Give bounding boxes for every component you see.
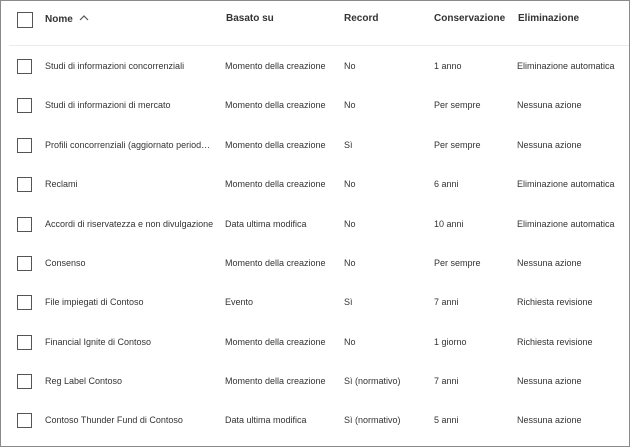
cell-conservazione: 1 anno bbox=[434, 61, 462, 71]
row-checkbox[interactable] bbox=[17, 217, 32, 232]
cell-basato-su: Momento della creazione bbox=[225, 179, 326, 189]
table-row[interactable] bbox=[1, 205, 629, 244]
cell-nome: Reclami bbox=[45, 179, 78, 189]
table-row[interactable] bbox=[1, 126, 629, 165]
cell-conservazione: Per sempre bbox=[434, 258, 481, 268]
column-header-nome[interactable] bbox=[45, 13, 89, 25]
row-checkbox[interactable] bbox=[17, 59, 32, 74]
cell-basato-su: Momento della creazione bbox=[225, 61, 326, 71]
cell-record: Sì (normativo) bbox=[344, 415, 401, 425]
row-checkbox[interactable] bbox=[17, 177, 32, 192]
cell-conservazione: Per sempre bbox=[434, 100, 481, 110]
cell-record: No bbox=[344, 219, 356, 229]
cell-record: No bbox=[344, 337, 356, 347]
cell-conservazione: 5 anni bbox=[434, 415, 459, 425]
cell-record: Sì bbox=[344, 140, 353, 150]
cell-record: Sì bbox=[344, 297, 353, 307]
cell-nome: Financial Ignite di Contoso bbox=[45, 337, 152, 347]
cell-record: No bbox=[344, 179, 356, 189]
cell-basato-su: Data ultima modifica bbox=[225, 219, 307, 229]
cell-eliminazione: Nessuna azione bbox=[517, 100, 582, 110]
cell-record: Sì (normativo) bbox=[344, 376, 401, 386]
column-header-basato-su[interactable]: Basato su bbox=[226, 13, 274, 24]
cell-eliminazione: Nessuna azione bbox=[517, 258, 582, 268]
cell-nome: Consenso bbox=[45, 258, 86, 268]
cell-basato-su: Evento bbox=[225, 297, 254, 307]
cell-eliminazione: Richiesta revisione bbox=[517, 337, 593, 347]
cell-basato-su: Data ultima modifica bbox=[225, 415, 307, 425]
table-row[interactable] bbox=[1, 47, 629, 86]
cell-basato-su: Momento della creazione bbox=[225, 258, 326, 268]
column-header-record[interactable]: Record bbox=[344, 13, 379, 24]
cell-basato-su: Momento della creazione bbox=[225, 100, 326, 110]
cell-eliminazione: Richiesta revisione bbox=[517, 297, 593, 307]
table-row[interactable] bbox=[1, 244, 629, 283]
cell-nome: Studi di informazioni concorrenziali bbox=[45, 61, 185, 71]
table-row[interactable] bbox=[1, 86, 629, 125]
cell-record: No bbox=[344, 61, 356, 71]
cell-eliminazione: Eliminazione automatica bbox=[517, 61, 615, 71]
column-header-conservazione[interactable]: Conservazione bbox=[434, 13, 506, 24]
cell-conservazione: 6 anni bbox=[434, 179, 459, 189]
cell-nome: Profili concorrenziali (aggiornato period… bbox=[45, 140, 211, 150]
table-row[interactable] bbox=[1, 401, 629, 440]
cell-conservazione: Per sempre bbox=[434, 140, 481, 150]
row-checkbox[interactable] bbox=[17, 138, 32, 153]
column-header-eliminazione[interactable]: Eliminazione bbox=[518, 13, 580, 24]
row-checkbox[interactable] bbox=[17, 295, 32, 310]
column-header-nome-label: Nome bbox=[45, 14, 73, 25]
cell-record: No bbox=[344, 258, 356, 268]
cell-nome: File impiegati di Contoso bbox=[45, 297, 144, 307]
cell-nome: Studi di informazioni di mercato bbox=[45, 100, 171, 110]
cell-basato-su: Momento della creazione bbox=[225, 140, 326, 150]
table-row[interactable] bbox=[1, 283, 629, 322]
row-checkbox[interactable] bbox=[17, 413, 32, 428]
cell-basato-su: Momento della creazione bbox=[225, 376, 326, 386]
row-checkbox[interactable] bbox=[17, 256, 32, 271]
cell-conservazione: 7 anni bbox=[434, 297, 459, 307]
select-all-checkbox[interactable] bbox=[17, 12, 33, 28]
cell-eliminazione: Nessuna azione bbox=[517, 140, 582, 150]
table-row[interactable] bbox=[1, 323, 629, 362]
sort-ascending-icon bbox=[79, 13, 89, 23]
cell-eliminazione: Nessuna azione bbox=[517, 376, 582, 386]
table-row[interactable] bbox=[1, 362, 629, 401]
header-divider bbox=[9, 45, 629, 46]
row-checkbox[interactable] bbox=[17, 374, 32, 389]
cell-conservazione: 1 giorno bbox=[434, 337, 467, 347]
cell-basato-su: Momento della creazione bbox=[225, 337, 326, 347]
cell-nome: Accordi di riservatezza e non divulgazione bbox=[45, 219, 214, 229]
row-checkbox[interactable] bbox=[17, 335, 32, 350]
cell-record: No bbox=[344, 100, 356, 110]
cell-eliminazione: Eliminazione automatica bbox=[517, 179, 615, 189]
table-header bbox=[1, 1, 629, 45]
cell-nome: Contoso Thunder Fund di Contoso bbox=[45, 415, 183, 425]
cell-nome: Reg Label Contoso bbox=[45, 376, 123, 386]
cell-eliminazione: Eliminazione automatica bbox=[517, 219, 615, 229]
table-row[interactable] bbox=[1, 165, 629, 204]
cell-conservazione: 7 anni bbox=[434, 376, 459, 386]
cell-conservazione: 10 anni bbox=[434, 219, 464, 229]
cell-eliminazione: Nessuna azione bbox=[517, 415, 582, 425]
row-checkbox[interactable] bbox=[17, 98, 32, 113]
